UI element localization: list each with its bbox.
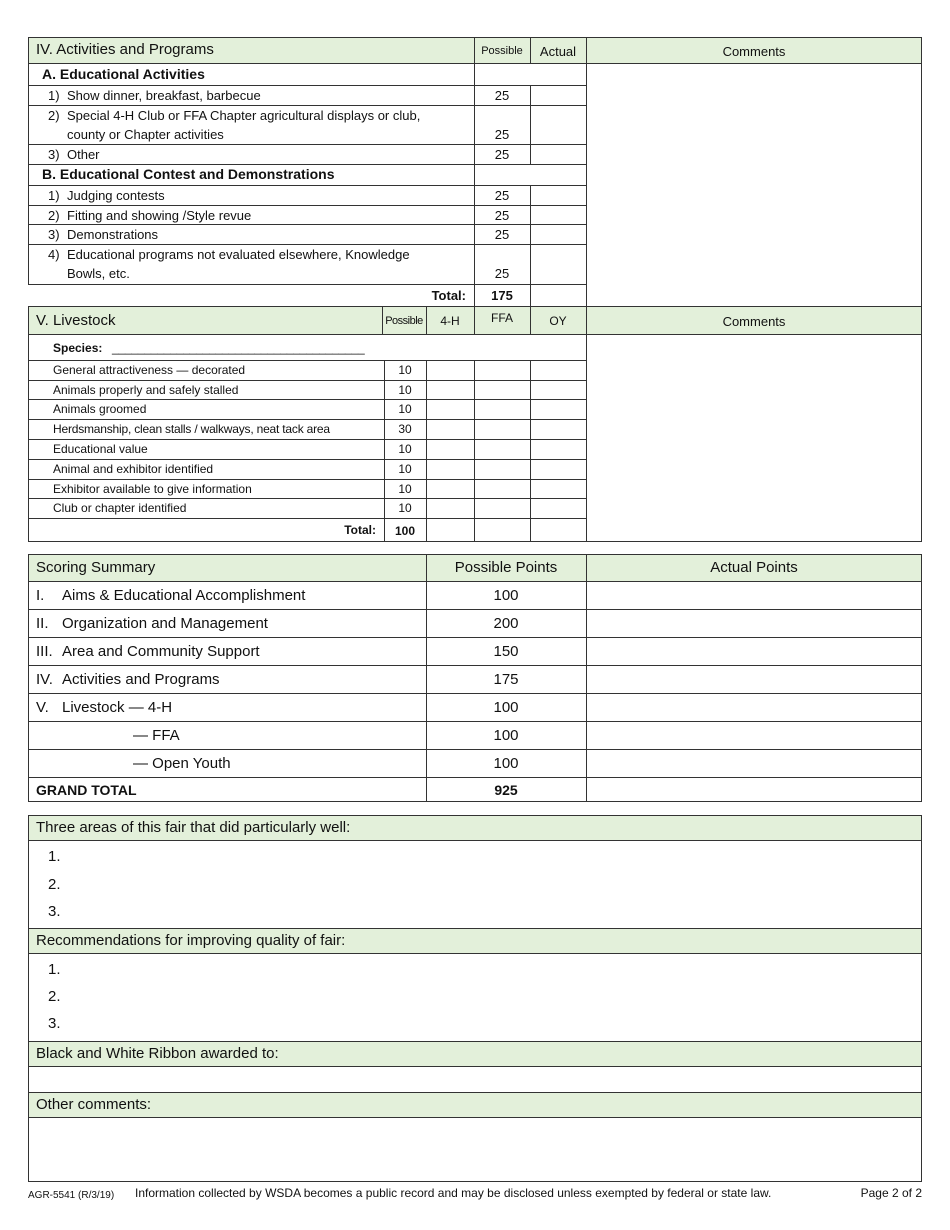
- actual-points-header: Actual Points: [710, 559, 798, 576]
- contest-item-label-cont: Bowls, etc.: [67, 266, 130, 281]
- actual-input[interactable]: [531, 186, 586, 205]
- grand-total-label: GRAND TOTAL: [36, 782, 137, 798]
- summary-title: Scoring Summary: [36, 559, 156, 576]
- item-num: 3): [48, 227, 60, 242]
- comments-column-header: Comments: [722, 314, 786, 329]
- summary-row-num: II.: [36, 615, 49, 632]
- species-label: Species:: [53, 341, 103, 355]
- summary-row-label: Activities and Programs: [62, 671, 220, 688]
- item-num: 1): [48, 188, 60, 203]
- item-num: 1): [48, 88, 60, 103]
- total-label: Total:: [344, 523, 376, 537]
- page-number: Page 2 of 2: [860, 1186, 922, 1200]
- summary-row-value: 150: [493, 643, 519, 660]
- ribbon-input[interactable]: [29, 1067, 921, 1091]
- possible-value: 10: [398, 402, 412, 416]
- well-input-area[interactable]: [70, 842, 910, 926]
- summary-row-label: — FFA: [133, 727, 180, 744]
- section-iv-title: IV. Activities and Programs: [36, 41, 214, 58]
- well-title: Three areas of this fair that did particularly well:: [36, 819, 351, 836]
- livestock-item-label: Exhibitor available to give information: [53, 482, 252, 496]
- actual-points-inputs[interactable]: [587, 582, 921, 801]
- divider: [28, 105, 586, 106]
- other-comments-header-band: [29, 1093, 921, 1117]
- possible-column-header: Possible: [481, 45, 523, 57]
- possible-value: 30: [398, 422, 412, 436]
- group-a-heading: A. Educational Activities: [42, 66, 205, 82]
- oy-column-header: OY: [549, 314, 567, 328]
- summary-row-label: Livestock — 4-H: [62, 699, 173, 716]
- divider: [28, 224, 586, 225]
- possible-value: 25: [494, 147, 510, 162]
- list-number: 3.: [48, 903, 61, 920]
- livestock-item-label: Animal and exhibitor identified: [53, 462, 214, 476]
- group-b-heading: B. Educational Contest and Demonstrations: [42, 166, 335, 182]
- recommendations-title: Recommendations for improving quality of fair:: [36, 932, 346, 949]
- possible-value: 25: [494, 208, 510, 223]
- list-number: 2.: [48, 876, 61, 893]
- other-comments-input[interactable]: [29, 1118, 921, 1181]
- livestock-item-label: Animals groomed: [53, 402, 147, 416]
- activity-item-label: Other: [67, 147, 100, 162]
- comments-area[interactable]: [587, 335, 921, 541]
- total-label: Total:: [431, 288, 466, 303]
- total-possible: 175: [491, 288, 513, 303]
- divider: [28, 85, 586, 86]
- summary-row-value: 200: [493, 615, 519, 632]
- actual-input[interactable]: [531, 206, 586, 224]
- summary-row-value: 100: [493, 727, 519, 744]
- summary-row-label: — Open Youth: [133, 755, 231, 772]
- possible-value: 10: [398, 383, 412, 397]
- item-num: 2): [48, 208, 60, 223]
- comments-column-header: Comments: [722, 44, 786, 59]
- possible-value: 25: [494, 88, 510, 103]
- summary-row-label: Area and Community Support: [62, 643, 260, 660]
- livestock-item-label: General attractiveness — decorated: [53, 363, 246, 377]
- possible-value: 10: [398, 442, 412, 456]
- divider: [28, 164, 586, 165]
- actual-column-header: Actual: [539, 44, 577, 59]
- actual-input[interactable]: [531, 106, 586, 144]
- summary-row-num: I.: [36, 587, 45, 604]
- contest-item-label: Judging contests: [67, 188, 165, 203]
- list-number: 3.: [48, 1015, 61, 1032]
- group-row-mask: [475, 64, 586, 85]
- list-number: 1.: [48, 848, 61, 865]
- livestock-item-label: Club or chapter identified: [53, 501, 187, 515]
- contest-item-label: Demonstrations: [67, 227, 159, 242]
- total-possible: 100: [394, 524, 416, 538]
- actual-total-cell[interactable]: [530, 284, 587, 307]
- comments-area[interactable]: [587, 64, 921, 306]
- possible-value: 10: [398, 501, 412, 515]
- possible-value: 10: [398, 363, 412, 377]
- summary-row-num: V.: [36, 699, 49, 716]
- ribbon-title: Black and White Ribbon awarded to:: [36, 1045, 279, 1062]
- activity-item-label: Special 4-H Club or FFA Chapter agricultural displays or club,: [67, 108, 421, 123]
- divider: [28, 185, 586, 186]
- summary-row-num: III.: [36, 643, 53, 660]
- contest-item-label: Fitting and showing /Style revue: [67, 208, 252, 223]
- summary-row-value: 100: [493, 587, 519, 604]
- section-v-title: V. Livestock: [36, 312, 116, 329]
- divider: [28, 244, 586, 245]
- possible-value: 25: [494, 188, 510, 203]
- summary-row-value: 100: [493, 755, 519, 772]
- divider: [28, 840, 922, 841]
- item-num: 2): [48, 108, 60, 123]
- summary-row-num: IV.: [36, 671, 53, 688]
- livestock-item-label: Herdsmanship, clean stalls / walkways, neat tack area: [53, 422, 330, 436]
- actual-input[interactable]: [531, 245, 586, 284]
- recommendations-input-area[interactable]: [70, 955, 910, 1039]
- public-record-notice: Information collected by WSDA becomes a public record and may be disclosed unless exempted by federal or state law.: [135, 1186, 772, 1200]
- livestock-item-label: Educational value: [53, 442, 148, 456]
- possible-value: 10: [398, 462, 412, 476]
- divider: [28, 953, 922, 954]
- possible-value: 25: [494, 127, 510, 142]
- possible-value: 25: [494, 227, 510, 242]
- other-comments-title: Other comments:: [36, 1096, 152, 1113]
- livestock-item-label: Animals properly and safely stalled: [53, 383, 239, 397]
- possible-points-header: Possible Points: [454, 559, 558, 576]
- 4h-column-header: 4-H: [440, 314, 460, 328]
- divider: [28, 205, 586, 206]
- actual-input[interactable]: [531, 86, 586, 105]
- list-number: 1.: [48, 961, 61, 978]
- group-row-mask: [475, 164, 586, 185]
- possible-value: 25: [494, 266, 510, 281]
- possible-value: 10: [398, 482, 412, 496]
- form-id: AGR-5541 (R/3/19): [28, 1190, 115, 1201]
- summary-row-label: Aims & Educational Accomplishment: [62, 587, 306, 604]
- activity-item-label-cont: county or Chapter activities: [67, 127, 224, 142]
- contest-item-label: Educational programs not evaluated elsewhere, Knowledge: [67, 247, 410, 262]
- item-num: 4): [48, 247, 60, 262]
- ffa-column-header: FFA: [490, 311, 513, 325]
- item-num: 3): [48, 147, 60, 162]
- activity-item-label: Show dinner, breakfast, barbecue: [67, 88, 261, 103]
- actual-input[interactable]: [531, 225, 586, 244]
- summary-row-label: Organization and Management: [62, 615, 268, 632]
- grand-total-value: 925: [494, 782, 518, 798]
- species-input-line[interactable]: _______________________________________: [112, 341, 365, 355]
- 4h-score-inputs[interactable]: [427, 361, 474, 541]
- summary-row-value: 100: [493, 699, 519, 716]
- summary-row-value: 175: [493, 671, 519, 688]
- oy-score-inputs[interactable]: [531, 361, 586, 541]
- divider: [28, 144, 586, 145]
- list-number: 2.: [48, 988, 61, 1005]
- possible-column-header: Possible: [385, 315, 423, 327]
- ffa-score-inputs[interactable]: [475, 361, 530, 541]
- actual-input[interactable]: [531, 145, 586, 164]
